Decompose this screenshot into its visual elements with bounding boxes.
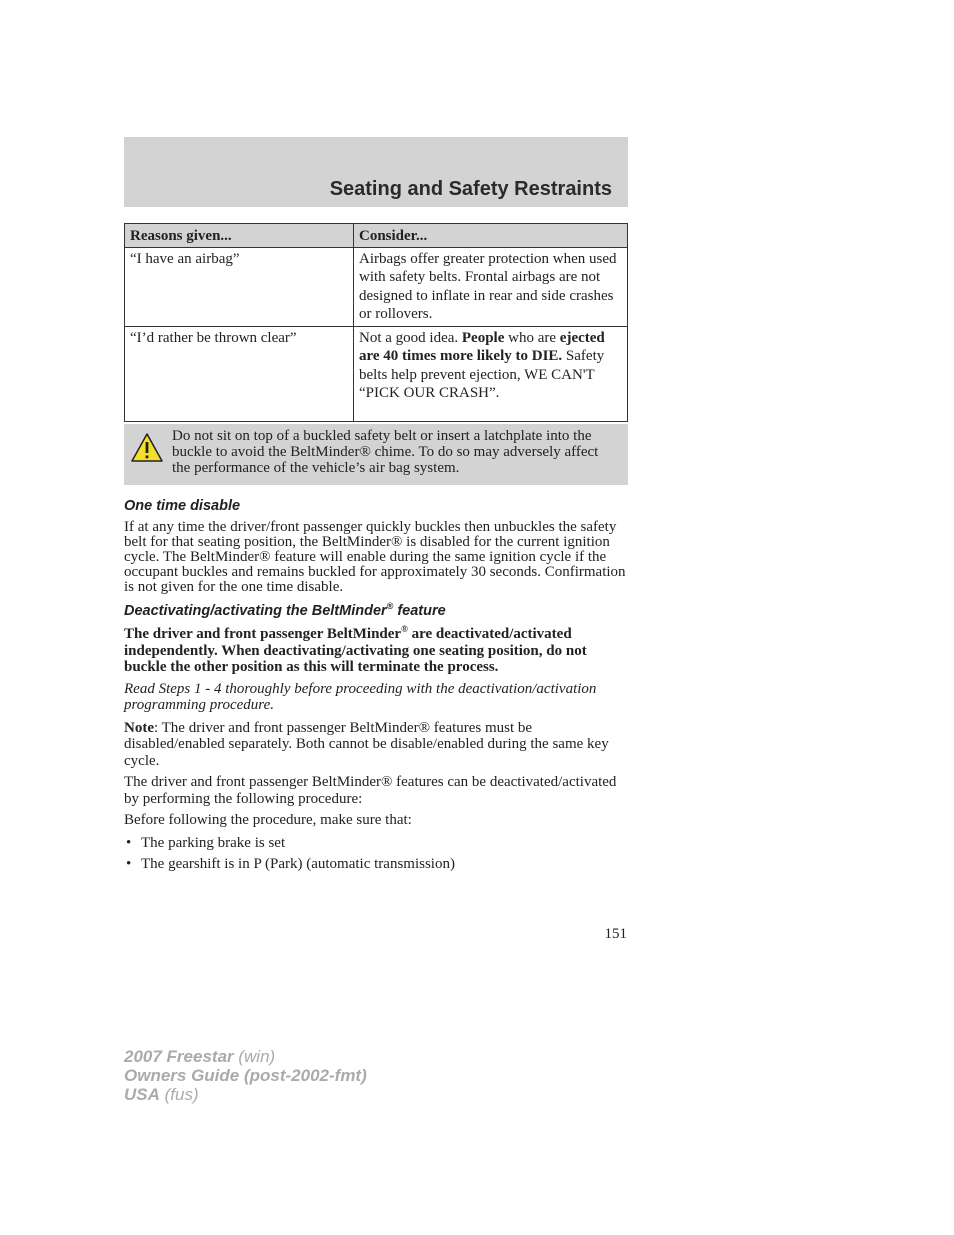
table-cell-reason: “I have an airbag” bbox=[125, 247, 354, 326]
before-procedure-paragraph: Before following the procedure, make sure that: bbox=[124, 812, 412, 828]
footer-italic: (win) bbox=[233, 1047, 276, 1066]
read-steps-paragraph: Read Steps 1 - 4 thoroughly before proceeding with the deactivation/activation programming procedure. bbox=[124, 680, 597, 713]
heading-one-time-disable: One time disable bbox=[124, 498, 241, 514]
one-time-disable-paragraph: If at any time the driver/front passenger quickly buckles then unbuckles the safety belt for that seating position, the BeltMinder® is disabled for the current ignition cycle. The BeltMinder® feature will enable during the same ignition cycle if the occupant buckles and remains buckled for approximately 30 seconds. Confirmation is not given for the one time disable. bbox=[124, 519, 626, 595]
list-item bbox=[124, 856, 630, 873]
consider-text: Not a good idea. bbox=[359, 329, 462, 346]
note-label: Note bbox=[124, 719, 154, 736]
heading-text: Deactivating/activating the BeltMinder bbox=[124, 603, 387, 619]
table-cell-consider: Airbags offer greater protection when used with safety belts. Frontal airbags are not designed to inflate in rear and side crashes or rollovers. bbox=[354, 247, 628, 326]
independent-warning-paragraph bbox=[124, 626, 630, 676]
document-footer bbox=[124, 1047, 367, 1104]
heading-text: feature bbox=[393, 603, 446, 619]
table-cell-reason: “I’d rather be thrown clear” bbox=[125, 326, 354, 421]
registered-mark: ® bbox=[401, 624, 408, 634]
page-number: 151 bbox=[604, 926, 627, 942]
warning-text: Do not sit on top of a buckled safety belt or insert a latchplate into the buckle to avoid the BeltMinder® chime. To do so may adversely affect the performance of the vehicle’s air bag system. bbox=[172, 428, 599, 476]
list-item-text: The parking brake is set bbox=[141, 834, 286, 851]
table-header-consider: Consider... bbox=[354, 224, 628, 248]
consider-bold-ejected: ejected are 40 times more likely to DIE. bbox=[359, 329, 605, 364]
footer-line-model bbox=[124, 1047, 367, 1066]
consider-text: who are bbox=[504, 329, 560, 346]
section-header-band bbox=[124, 137, 628, 207]
consider-text: Safety belts help prevent ejection, WE CAN'T “PICK OUR CRASH”. bbox=[359, 348, 605, 401]
footer-bold: Owners Guide (post-2002-fmt) bbox=[124, 1066, 367, 1085]
warning-triangle-icon bbox=[130, 431, 164, 465]
bullet: • bbox=[126, 834, 132, 851]
footer-line-guide bbox=[124, 1066, 367, 1085]
bullet: • bbox=[126, 856, 132, 872]
section-title: Seating and Safety Restraints bbox=[329, 178, 612, 200]
note-text: : The driver and front passenger BeltMinder® features must be disabled/enabled separately. Both cannot be disable/enabled during the same key cycle. bbox=[124, 719, 609, 769]
list-item-text: The gearshift is in P (Park) (automatic transmission) bbox=[141, 856, 455, 872]
consider-bold-people: People bbox=[461, 329, 505, 346]
footer-line-market bbox=[124, 1085, 367, 1104]
table-row bbox=[125, 247, 628, 326]
warning-box bbox=[124, 424, 628, 485]
note-paragraph bbox=[124, 720, 630, 770]
table-header-reasons: Reasons given... bbox=[125, 224, 354, 248]
procedure-intro-paragraph: The driver and front passenger BeltMinder® features can be deactivated/activated by performing the following procedure: bbox=[124, 774, 617, 807]
footer-bold: 2007 Freestar bbox=[124, 1047, 234, 1066]
main-content bbox=[124, 498, 630, 873]
footer-bold: USA bbox=[124, 1085, 160, 1104]
bold-text: The driver and front passenger BeltMinder bbox=[124, 626, 402, 642]
table-cell-consider bbox=[354, 326, 628, 421]
list-item bbox=[124, 835, 630, 852]
reasons-table bbox=[124, 223, 628, 422]
table-row bbox=[125, 326, 628, 421]
table-header-row bbox=[125, 224, 628, 248]
bold-text: are deactivated/activated independently. When deactivating/activating one seating position, do not buckle the other position as this will terminate the process. bbox=[124, 626, 587, 675]
registered-mark: ® bbox=[386, 601, 394, 612]
requirements-list bbox=[124, 835, 630, 873]
heading-deactivating bbox=[124, 603, 630, 619]
footer-italic: (fus) bbox=[159, 1085, 199, 1104]
